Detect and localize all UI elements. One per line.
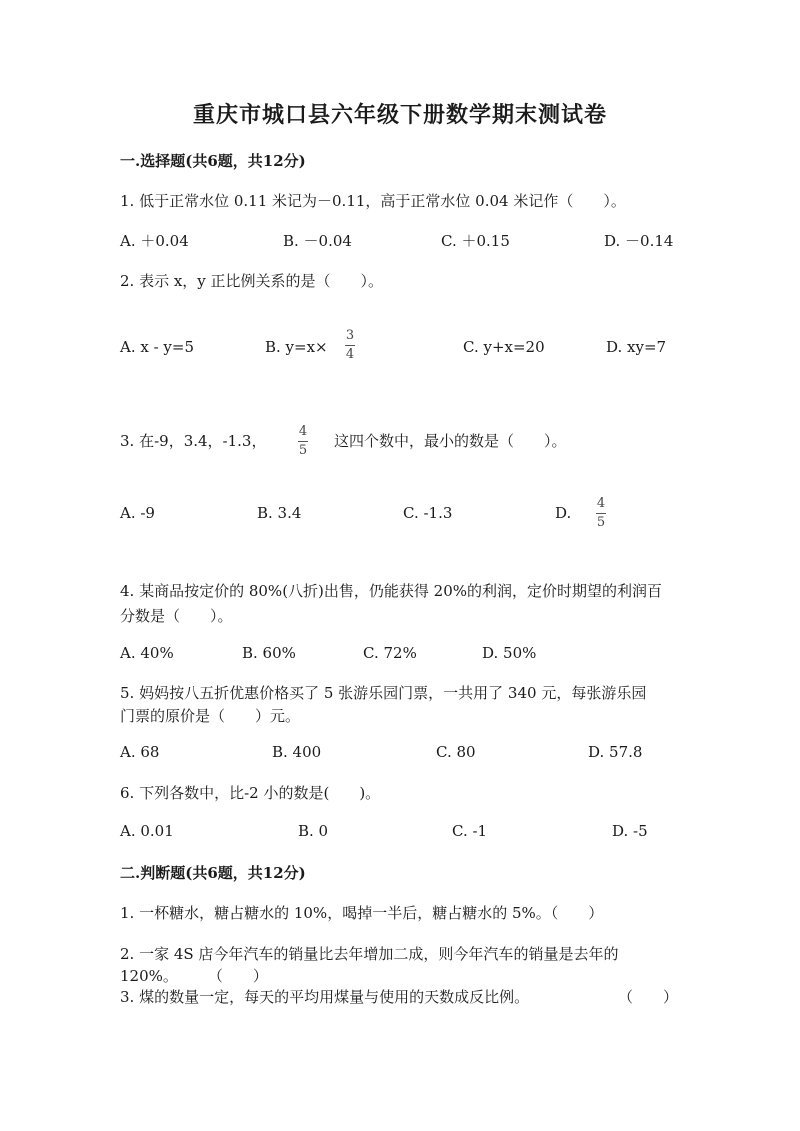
fraction-numerator: 4	[298, 424, 308, 439]
question-6-stem: 6. 下列各数中，比-2 小的数是( )。	[120, 784, 381, 802]
fraction-bar	[596, 513, 606, 514]
fraction-numerator: 4	[596, 496, 606, 511]
page-title: 重庆市城口县六年级下册数学期末测试卷	[192, 102, 607, 128]
question-4-stem-line1: 4. 某商品按定价的 80%(八折)出售，仍能获得 20%的利润，定价时期望的利润百	[120, 582, 663, 600]
question-5-stem-line2: 门票的原价是（ ）元。	[120, 707, 301, 725]
question-3-option-c: C. -1.3	[403, 504, 453, 522]
question-3-option-d: D.	[555, 504, 572, 522]
section-heading-judgement: 二.判断题(共6题，共12分)	[120, 864, 306, 882]
judgement-2-stem-line1: 2. 一家 4S 店今年汽车的销量比去年增加二成，则今年汽车的销量是去年的	[120, 945, 619, 963]
judgement-3-bracket: （ ）	[618, 988, 679, 1006]
question-1-option-b: B. －0.04	[283, 232, 352, 250]
question-6-option-c: C. -1	[452, 822, 488, 840]
fraction-numerator: 3	[345, 328, 355, 343]
question-4-option-d: D. 50%	[482, 644, 537, 662]
fraction-bar	[298, 441, 308, 442]
question-3-stem-end: 这四个数中，最小的数是（ ）。	[334, 432, 567, 450]
question-1-option-c: C. ＋0.15	[441, 232, 510, 250]
question-4-stem-line2: 分数是（ ）。	[120, 607, 233, 625]
question-5-option-b: B. 400	[272, 743, 322, 761]
question-6-option-d: D. -5	[612, 822, 648, 840]
judgement-1-stem: 1. 一杯糖水，糖占糖水的 10%，喝掉一半后，糖占糖水的 5%。（ ）	[120, 904, 604, 922]
question-6-option-b: B. 0	[298, 822, 329, 840]
question-2-option-c: C. y+x=20	[463, 338, 545, 356]
judgement-2-stem-line2: 120%。 （ ）	[120, 967, 268, 985]
question-6-option-a: A. 0.01	[120, 822, 174, 840]
fraction-denominator: 5	[298, 443, 308, 458]
judgement-3-stem: 3. 煤的数量一定，每天的平均用煤量与使用的天数成反比例。	[120, 988, 530, 1006]
question-2-option-b-fraction	[345, 329, 355, 362]
question-1-option-a: A. ＋0.04	[120, 232, 189, 250]
question-2-option-a: A. x - y=5	[120, 338, 195, 356]
question-3-stem-fraction	[298, 425, 308, 458]
question-4-option-a: A. 40%	[120, 644, 174, 662]
question-2-option-b: B. y=x×	[265, 338, 328, 356]
question-5-stem-line1: 5. 妈妈按八五折优惠价格买了 5 张游乐园门票，一共用了 340 元，每张游乐园	[120, 684, 647, 702]
question-2-option-d: D. xy=7	[606, 338, 667, 356]
question-5-option-c: C. 80	[436, 743, 476, 761]
fraction-denominator: 5	[596, 515, 606, 530]
section-heading-choice: 一.选择题(共6题，共12分)	[120, 152, 306, 170]
question-3-stem-start: 3. 在-9，3.4，-1.3，	[120, 432, 267, 450]
question-4-option-b: B. 60%	[242, 644, 296, 662]
question-5-option-a: A. 68	[120, 743, 160, 761]
question-3-option-a: A. -9	[120, 504, 155, 522]
question-1-stem: 1. 低于正常水位 0.11 米记为－0.11，高于正常水位 0.04 米记作（ ）。	[120, 192, 626, 210]
question-3-option-b: B. 3.4	[257, 504, 302, 522]
question-2-stem: 2. 表示 x，y 正比例关系的是（ ）。	[120, 272, 384, 290]
fraction-bar	[345, 345, 355, 346]
question-5-option-d: D. 57.8	[588, 743, 643, 761]
fraction-denominator: 4	[345, 347, 355, 362]
question-3-option-d-fraction	[596, 497, 606, 530]
question-1-option-d: D. －0.14	[604, 232, 674, 250]
question-4-option-c: C. 72%	[363, 644, 417, 662]
